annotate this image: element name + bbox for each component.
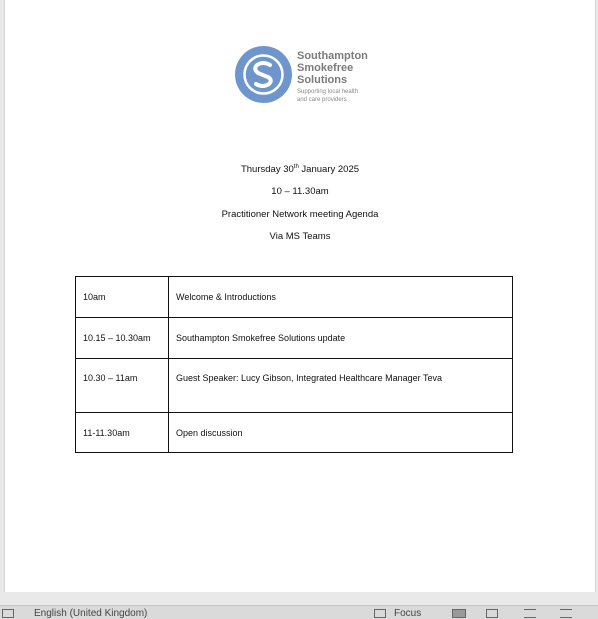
logo-line-1: Southampton (297, 50, 368, 62)
organisation-logo (235, 46, 385, 108)
table-row (76, 277, 513, 318)
meeting-location: Via MS Teams (269, 231, 331, 242)
logo-tagline-1: Supporting local health (297, 89, 359, 95)
focus-icon[interactable] (374, 609, 386, 618)
agenda-time: 10am (76, 277, 169, 318)
meeting-date: Thursday 30th January 2025 (240, 163, 360, 175)
agenda-time: 10.30 – 11am (76, 359, 169, 413)
agenda-item: Southampton Smokefree Solutions update (169, 318, 513, 359)
draft-view-icon[interactable] (560, 609, 572, 618)
agenda-time: 10.15 – 10.30am (76, 318, 169, 359)
logo-line-2: Smokefree (297, 62, 354, 74)
table-row (76, 318, 513, 359)
logo-line-3: Solutions (297, 74, 348, 86)
proofing-icon[interactable] (2, 609, 14, 618)
web-layout-view-icon[interactable] (486, 609, 498, 618)
meeting-time: 10 – 11.30am (271, 186, 329, 197)
status-bar (0, 605, 598, 619)
meeting-title: Practitioner Network meeting Agenda (221, 209, 379, 220)
logo-tagline-2: and care providers (297, 97, 347, 103)
agenda-item: Open discussion (169, 413, 513, 453)
document-page (4, 0, 596, 592)
agenda-time: 11-11.30am (76, 413, 169, 453)
agenda-table (75, 276, 513, 453)
agenda-item: Welcome & Introductions (169, 277, 513, 318)
logo-text (297, 50, 368, 104)
print-layout-view-icon[interactable] (452, 609, 466, 618)
logo-s-icon (235, 46, 292, 103)
focus-button[interactable]: Focus (394, 608, 422, 619)
table-row (76, 413, 513, 453)
outline-view-icon[interactable] (524, 609, 536, 618)
agenda-item: Guest Speaker: Lucy Gibson, Integrated Healthcare Manager Teva (169, 359, 513, 413)
language-indicator[interactable]: English (United Kingdom) (34, 608, 148, 619)
table-row (76, 359, 513, 413)
